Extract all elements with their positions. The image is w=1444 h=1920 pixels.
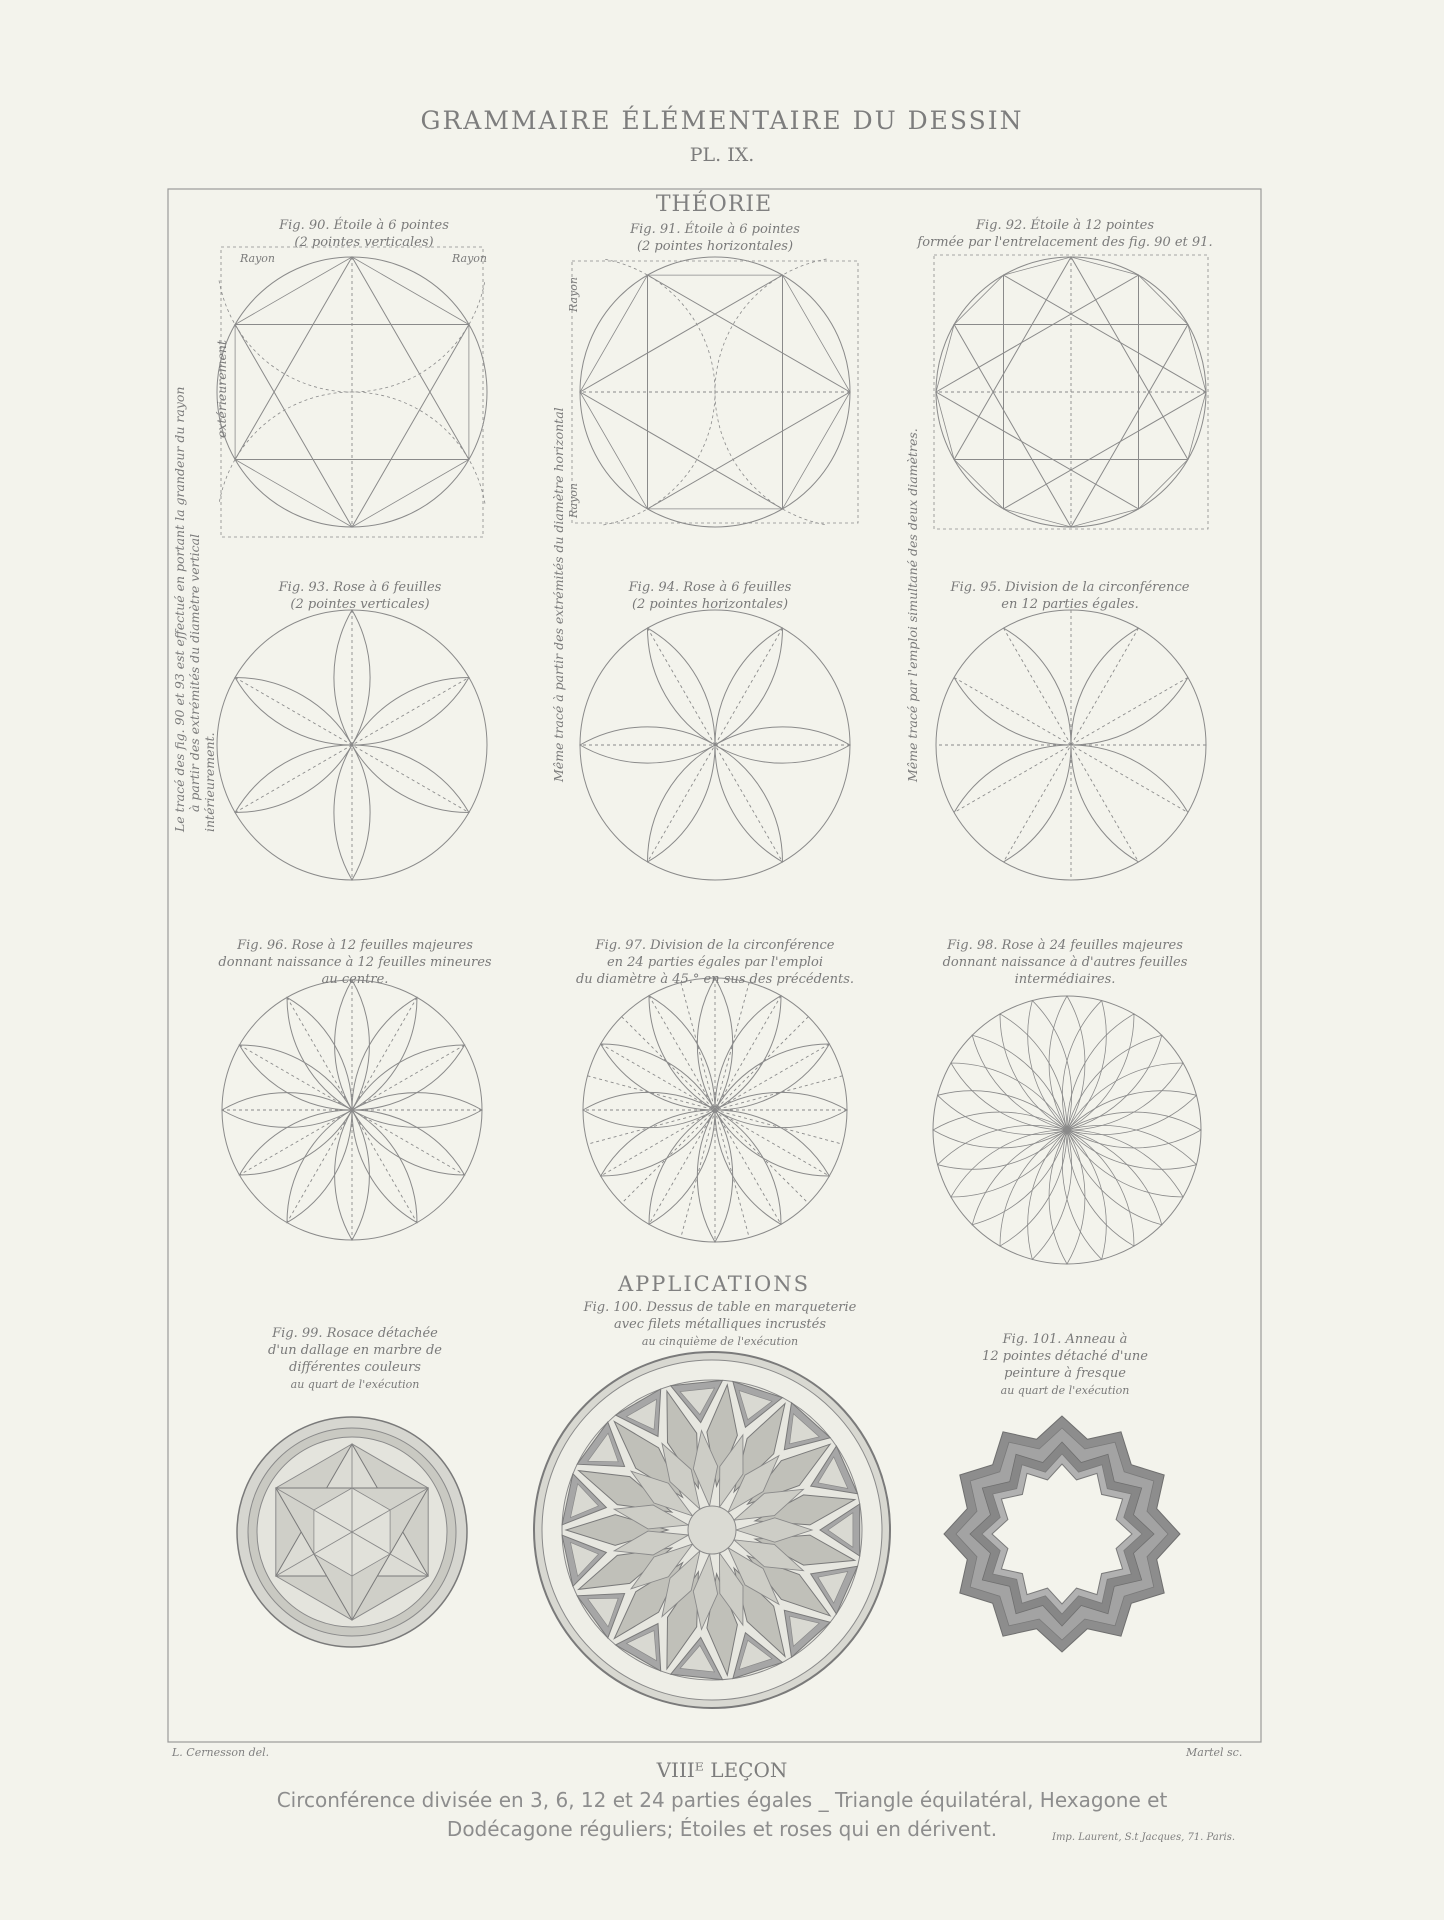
fig-93-label: Fig. 93. Rose à 6 feuilles — [278, 580, 442, 595]
fig-91-label: Fig. 91. Étoile à 6 pointes — [630, 222, 800, 237]
fig-100-caption — [540, 1299, 900, 1350]
fig-101-sub: 12 pointes détaché d'une — [982, 1349, 1148, 1364]
side-note-left-line1: Le tracé des fig. 90 et 93 est effectué en portant la grandeur du rayon — [172, 386, 187, 832]
fig-99-scale: au quart de l'exécution — [290, 1378, 420, 1391]
lesson-title: VIIIᴱ LEÇON — [656, 1758, 788, 1782]
fig-97-caption — [545, 937, 885, 988]
plate-number: PL. IX. — [689, 144, 755, 166]
petal — [1028, 1130, 1072, 1259]
fig-98-sub: donnant naissance à d'autres feuilles — [942, 955, 1188, 970]
fig-101-scale: au quart de l'exécution — [1000, 1384, 1130, 1397]
petal — [972, 1035, 1067, 1130]
fig-90-label: Fig. 90. Étoile à 6 pointes — [279, 218, 449, 233]
petal — [1049, 996, 1085, 1130]
section-applications-heading: APPLICATIONS — [617, 1272, 811, 1296]
fig-98-rose-diagram — [933, 996, 1201, 1264]
fig-91-sub: (2 pointes horizontales) — [636, 239, 794, 254]
petal — [1067, 1112, 1201, 1148]
petal — [1067, 1125, 1196, 1169]
side-note-left-exterieurement: extérieurement — [214, 340, 229, 438]
fig-91-rayon-top: Rayon — [567, 276, 580, 312]
fig-100-marquetry-table — [534, 1352, 890, 1708]
fig-93-caption — [215, 579, 505, 613]
petal — [933, 1112, 1067, 1148]
fig-101-sub2: peinture à fresque — [1004, 1366, 1126, 1381]
drawer-credit: L. Cernesson del. — [172, 1746, 270, 1759]
fig-90-star-diagram — [217, 247, 487, 537]
fig-96-caption — [195, 937, 515, 988]
petal — [1067, 1035, 1162, 1130]
fig-95-sub: en 12 parties égales. — [1001, 597, 1139, 612]
fig-100-sub: avec filets métalliques incrustés — [613, 1317, 827, 1332]
fig-91-rayon-bottom: Rayon — [567, 482, 580, 518]
fig-96-sub2: au centre. — [321, 972, 389, 987]
fig-98-sub2: intermédiaires. — [1014, 972, 1116, 987]
fig-100-label: Fig. 100. Dessus de table en marqueterie — [583, 1300, 857, 1315]
fig-94-sub: (2 pointes horizontales) — [631, 597, 789, 612]
petal — [938, 1125, 1067, 1169]
fig-99-caption — [205, 1325, 505, 1393]
petal — [1067, 1130, 1162, 1225]
fig-90-rayon-right: Rayon — [452, 252, 488, 265]
fig-101-fresco-ring — [944, 1416, 1180, 1652]
side-note-left-line3: intérieurement. — [202, 732, 217, 832]
petal — [1067, 1091, 1196, 1135]
fig-91-star-diagram — [572, 257, 858, 527]
fig-96-sub: donnant naissance à 12 feuilles mineures — [218, 955, 492, 970]
petal — [972, 1130, 1067, 1225]
petal — [334, 745, 370, 880]
fig-90-rayon-left: Rayon — [240, 252, 276, 265]
fig-98-label: Fig. 98. Rose à 24 feuilles majeures — [947, 938, 1183, 953]
lesson-description-line1: Circonférence divisée en 3, 6, 12 et 24 parties égales _ Triangle équilatéral, Hexagone et — [276, 1788, 1168, 1812]
fig-93-sub: (2 pointes verticales) — [290, 597, 430, 612]
fig-97-division-diagram — [583, 978, 847, 1242]
fig-90-caption — [219, 217, 509, 251]
fig-90-sub: (2 pointes verticales) — [294, 235, 434, 250]
fig-99-sub2: différentes couleurs — [289, 1360, 421, 1375]
fig-92-label: Fig. 92. Étoile à 12 pointes — [975, 218, 1155, 233]
fig-97-sub2: du diamètre à 45.° en sus des précédents. — [575, 972, 854, 987]
petal — [1049, 1130, 1085, 1264]
petal — [1062, 1130, 1106, 1259]
fig-100-scale: au cinquième de l'exécution — [641, 1335, 799, 1348]
side-note-right: Même tracé par l'emploi simultané des deux diamètres. — [905, 428, 920, 782]
petal — [1062, 1001, 1106, 1130]
fig-95-division-diagram — [936, 610, 1206, 880]
printer-credit: Imp. Laurent, S.t Jacques, 71. Paris. — [1052, 1832, 1236, 1843]
petal — [580, 727, 715, 763]
fig-93-rose-diagram — [217, 610, 487, 880]
fig-101-label: Fig. 101. Anneau à — [1002, 1332, 1128, 1347]
fig-99-rosace-marble — [237, 1417, 467, 1647]
engraver-credit: Martel sc. — [1186, 1746, 1243, 1759]
fig-97-sub: en 24 parties égales par l'emploi — [606, 955, 824, 970]
fig-94-caption — [565, 579, 855, 613]
fig-98-caption — [900, 937, 1230, 988]
petal — [1028, 1001, 1072, 1130]
fig-99-sub: d'un dallage en marbre de — [268, 1343, 442, 1358]
side-note-left-line2: à partir des extrémités du diamètre vertical — [187, 533, 202, 812]
fig-94-rose-diagram — [580, 610, 850, 880]
fig-97-label: Fig. 97. Division de la circonférence — [595, 938, 835, 953]
petal — [938, 1091, 1067, 1135]
fig-92-sub: formée par l'entrelacement des fig. 90 et 91. — [917, 235, 1213, 250]
side-note-left — [172, 387, 217, 832]
fig-96-label: Fig. 96. Rose à 12 feuilles majeures — [237, 938, 473, 953]
fig-92-caption — [880, 217, 1250, 251]
plate-title: GRAMMAIRE ÉLÉMENTAIRE DU DESSIN — [420, 106, 1024, 135]
fig-94-label: Fig. 94. Rose à 6 feuilles — [628, 580, 792, 595]
fig-96-rose-diagram — [222, 980, 482, 1240]
fig-95-caption — [905, 579, 1235, 613]
lesson-description-line2: Dodécagone réguliers; Étoiles et roses qui en dérivent. — [446, 1817, 998, 1841]
fig-99-label: Fig. 99. Rosace détachée — [272, 1326, 438, 1341]
fig-95-label: Fig. 95. Division de la circonférence — [950, 580, 1190, 595]
side-note-middle: Même tracé à partir des extrémités du diamètre horizontal — [551, 407, 566, 782]
fig-92-star-diagram — [934, 255, 1208, 529]
table-center — [688, 1506, 736, 1554]
section-theory-heading: THÉORIE — [655, 192, 773, 217]
fig-91-caption — [565, 221, 865, 255]
fig-101-caption — [915, 1331, 1215, 1399]
